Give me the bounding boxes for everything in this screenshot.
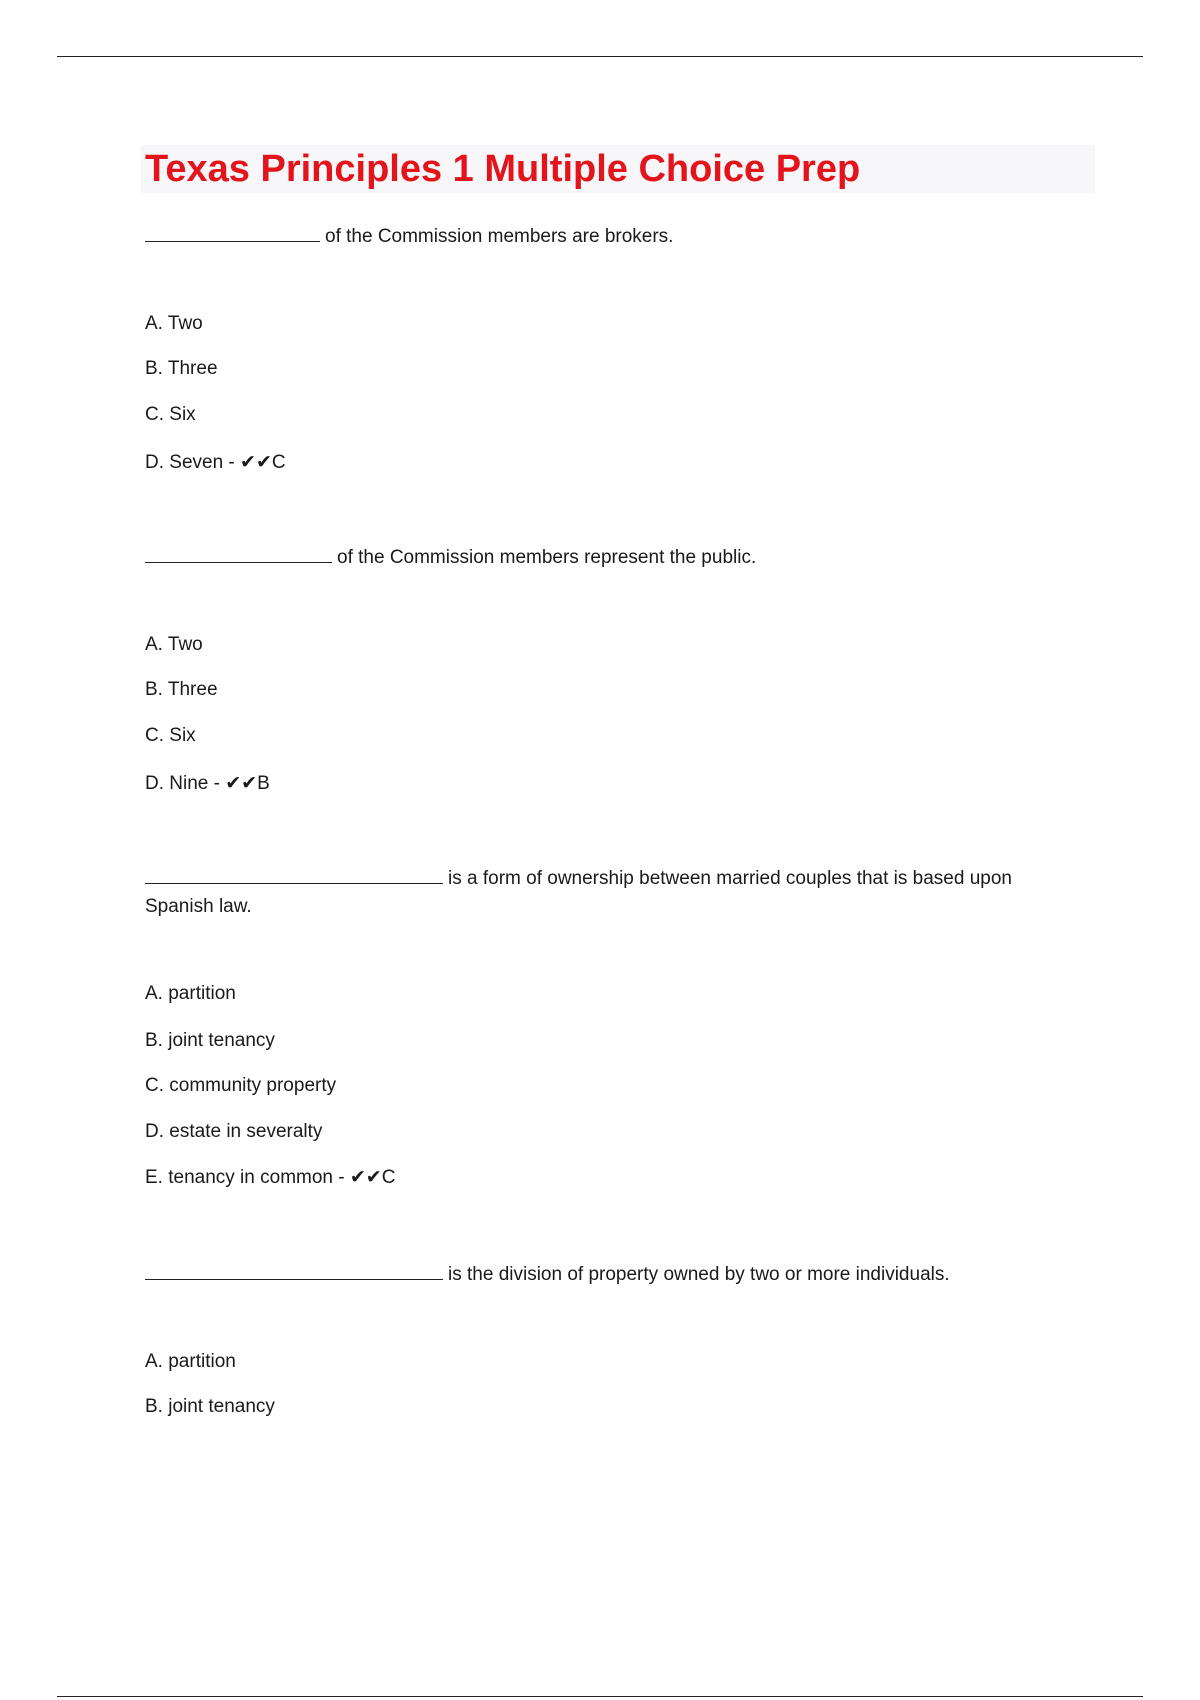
option: C. Six [145,725,196,746]
answer-blank [145,221,320,242]
question-3-option-c [145,1074,336,1098]
option: B. Three [145,358,218,379]
question-4 [145,1259,1095,1289]
answer-blank [145,863,443,884]
question-text: is the division of property owned by two or more individuals. [448,1264,950,1285]
question-2-option-d [145,772,270,796]
answer-blank [145,542,332,563]
question-text: of the Commission members are brokers. [325,226,674,247]
question-4-option-b [145,1395,275,1419]
question-2-option-c [145,724,196,748]
question-2-option-b [145,678,218,702]
question-2 [145,542,1095,572]
option: D. Nine - ✔✔B [145,773,270,794]
option: B. Three [145,679,218,700]
question-1-option-a [145,312,203,336]
question-3-option-e [145,1166,395,1190]
question-stem [145,542,1095,572]
question-2-option-a [145,633,203,657]
question-3-option-b [145,1029,275,1053]
question-3 [145,863,1095,921]
option: C. Six [145,404,196,425]
question-text: of the Commission members represent the public. [337,547,757,568]
option: C. community property [145,1075,337,1096]
question-1 [145,221,1095,251]
bottom-rule [57,1696,1143,1697]
document-title: Texas Principles 1 Multiple Choice Prep [145,147,861,190]
question-stem-continued: Spanish law. [145,896,252,917]
question-3-option-d [145,1120,322,1144]
option: A. partition [145,1351,236,1372]
option: D. estate in severalty [145,1121,323,1142]
question-4-option-a [145,1350,236,1374]
top-rule [57,56,1143,57]
question-1-option-b [145,357,218,381]
question-3-option-a [145,982,236,1006]
option: B. joint tenancy [145,1396,275,1417]
question-stem [145,863,1095,893]
question-1-option-d [145,451,286,475]
document-body [145,145,1095,1417]
question-1-option-c [145,403,196,427]
title-band [141,145,1095,193]
option: A. partition [145,983,236,1004]
option: A. Two [145,634,203,655]
question-text: is a form of ownership between married couples that is based upon [448,868,1012,889]
option: A. Two [145,313,203,334]
option: D. Seven - ✔✔C [145,452,286,473]
answer-blank [145,1259,443,1280]
question-stem [145,221,1095,251]
option: B. joint tenancy [145,1030,275,1051]
option: E. tenancy in common - ✔✔C [145,1167,396,1188]
question-stem [145,1259,1095,1289]
